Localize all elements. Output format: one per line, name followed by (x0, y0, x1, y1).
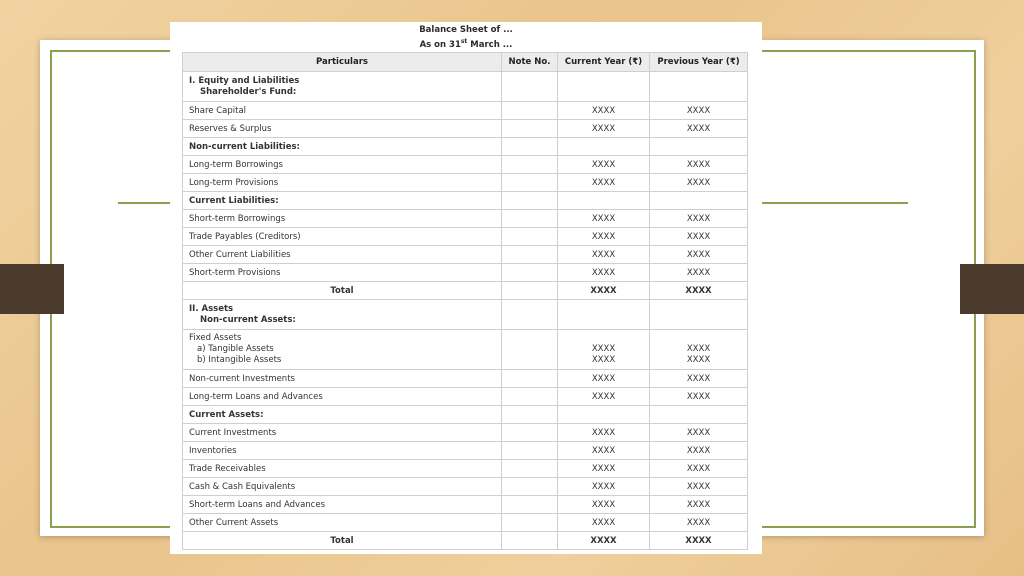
header-note-no: Note No. (502, 53, 558, 72)
table-row: Share Capital XXXX XXXX (183, 102, 748, 120)
table-row: Short-term Provisions XXXX XXXX (183, 264, 748, 282)
table-row-fixed-assets: Fixed Assets a) Tangible Assets b) Intangible Assets XXXX XXXX XXXX XXXX (183, 330, 748, 370)
subheading-row: Current Assets: (183, 406, 748, 424)
table-row: Current Investments XXXX XXXX (183, 424, 748, 442)
sheet-title-line2: As on 31st March ... (419, 38, 513, 50)
section-heading-row (183, 72, 748, 102)
table-row: Short-term Borrowings XXXX XXXX (183, 210, 748, 228)
table-row: Long-term Borrowings XXXX XXXX (183, 156, 748, 174)
table-row: Other Current Assets XXXX XXXX (183, 514, 748, 532)
table-row: Inventories XXXX XXXX (183, 442, 748, 460)
side-tab-left (0, 264, 64, 314)
table-row: Trade Payables (Creditors) XXXX XXXX (183, 228, 748, 246)
header-previous-year: Previous Year (₹) (650, 53, 748, 72)
section-heading: I. Equity and Liabilities Shareholder's Fund: (183, 72, 502, 102)
sheet-title (170, 24, 762, 51)
table-row: Trade Receivables XXXX XXXX (183, 460, 748, 478)
side-tab-right (960, 264, 1024, 314)
divider-left (118, 202, 172, 204)
table-row: Cash & Cash Equivalents XXXX XXXX (183, 478, 748, 496)
header-current-year: Current Year (₹) (558, 53, 650, 72)
header-particulars: Particulars (183, 53, 502, 72)
divider-right (762, 202, 908, 204)
table-row: Long-term Loans and Advances XXXX XXXX (183, 388, 748, 406)
table-row: Short-term Loans and Advances XXXX XXXX (183, 496, 748, 514)
table-row: Reserves & Surplus XXXX XXXX (183, 120, 748, 138)
table-row: Non-current Investments XXXX XXXX (183, 370, 748, 388)
table-row: Other Current Liabilities XXXX XXXX (183, 246, 748, 264)
balance-sheet-table (182, 52, 748, 550)
section-heading: II. Assets Non-current Assets: (183, 300, 502, 330)
total-row: Total XXXX XXXX (183, 532, 748, 550)
balance-sheet-image (170, 22, 762, 554)
table-header-row (183, 53, 748, 72)
table-row: Long-term Provisions XXXX XXXX (183, 174, 748, 192)
total-row: Total XXXX XXXX (183, 282, 748, 300)
section-heading-row (183, 300, 748, 330)
sheet-title-line1: Balance Sheet of ... (419, 25, 513, 35)
subheading-row: Non-current Liabilities: (183, 138, 748, 156)
subheading-row: Current Liabilities: (183, 192, 748, 210)
